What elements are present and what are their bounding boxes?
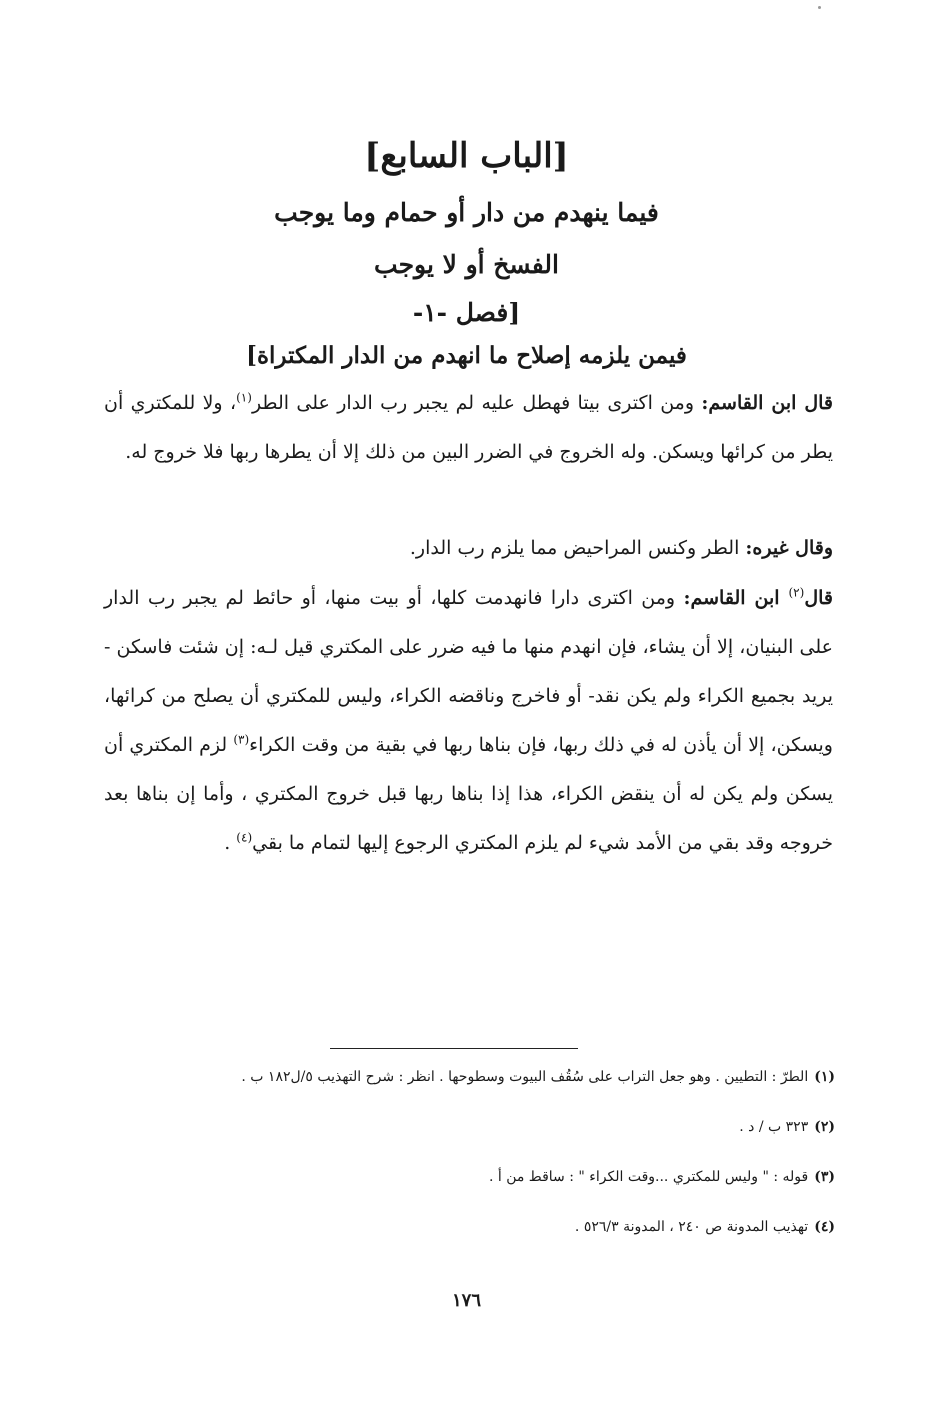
footnote-number: (٢): [814, 1119, 835, 1135]
footnote: [120, 1162, 835, 1212]
speaker-label: ابن القاسم:: [683, 587, 789, 609]
footnote-ref-1: (١): [236, 390, 252, 405]
speaker-label: قال: [804, 587, 833, 609]
paragraph-text: ومن اكترى دارا فانهدمت كلها، أو بيت منها، أو حائط لم يجبر رب الدار على البنيان، إلا أن يشاء، فإن انهدم منها ما فيه ضرر على المكتري قيل لـه: إن شئت فاسكن - يريد بجميع الكراء ولم يكن نقد- أو فاخرج وناقضه الكراء، وليس للمكتري أن يصلح من كرائها، ويسكن، إلا أن يأذن له في ذلك ربها، فإن بناها ربها في بقية من وقت الكراء: [104, 587, 833, 756]
section-title: فيمن يلزمه إصلاح ما انهدم من الدار المكتراة]: [246, 342, 687, 369]
footnote-ref-3: (٣): [233, 732, 250, 747]
paragraph-1: [104, 379, 833, 477]
speaker-label: قال ابن القاسم:: [701, 392, 834, 414]
footnote: [120, 1112, 835, 1162]
chapter-subtitle-line2: الفسخ أو لا يوجب: [374, 250, 559, 279]
footnote-text: ٣٢٣ ب / د .: [739, 1119, 809, 1135]
footnote-ref-2: (٢): [788, 585, 805, 600]
paragraph-text: الطر وكنس المراحيض مما يلزم رب الدار.: [409, 537, 746, 559]
footnote-number: (١): [814, 1069, 835, 1085]
speaker-label: وقال غيره:: [745, 537, 833, 559]
page-number: ١٧٦: [451, 1290, 481, 1311]
footnote-text: تهذيب المدونة ص ٢٤٠ ، المدونة ٥٢٦/٣ .: [574, 1219, 809, 1235]
scan-dot: [818, 6, 821, 9]
paragraph-text: ، ولا للمكتري أن يطر من كرائها ويسكن. وله الخروج في الضرر البين من ذلك إلا أن يطرها ربها فلا خروج له.: [104, 392, 833, 463]
footnote-number: (٤): [814, 1219, 835, 1235]
section-number: [فصل -١-: [412, 298, 521, 327]
footnote-number: (٣): [814, 1169, 835, 1185]
footnote-text: الطرّ : التطيين . وهو جعل التراب على سُقُف البيوت وسطوحها . انظر : شرح التهذيب ٥/ل١٨٢ ب .: [241, 1069, 809, 1085]
paragraph-2: [104, 524, 833, 573]
footnote: [120, 1212, 835, 1262]
chapter-subtitle-line1: فيما ينهدم من دار أو حمام وما يوجب: [274, 198, 659, 227]
paragraph-text: ومن اكترى بيتا فهطل عليه لم يجبر رب الدار على الطر: [251, 392, 702, 414]
footnote-ref-4: (٤): [236, 830, 253, 845]
chapter-title: [الباب السابع]: [364, 136, 569, 176]
paragraph-text: .: [224, 832, 237, 854]
footnote-separator: [330, 1048, 578, 1049]
footnote-text: قوله : " وليس للمكتري ...وقت الكراء " : ساقط من أ .: [488, 1169, 809, 1185]
paragraph-3: [104, 574, 833, 868]
footnotes: [120, 1062, 835, 1262]
footnote: [120, 1062, 835, 1112]
paragraph-text: لزم المكتري أن يسكن ولم يكن له أن ينقض الكراء، هذا إذا بناها ربها قبل خروج المكتري ، وأما إن بناها بعد خروجه وقد بقي من الأمد شيء لم يلزم المكتري الرجوع إليها لتمام ما بقي: [104, 734, 833, 854]
